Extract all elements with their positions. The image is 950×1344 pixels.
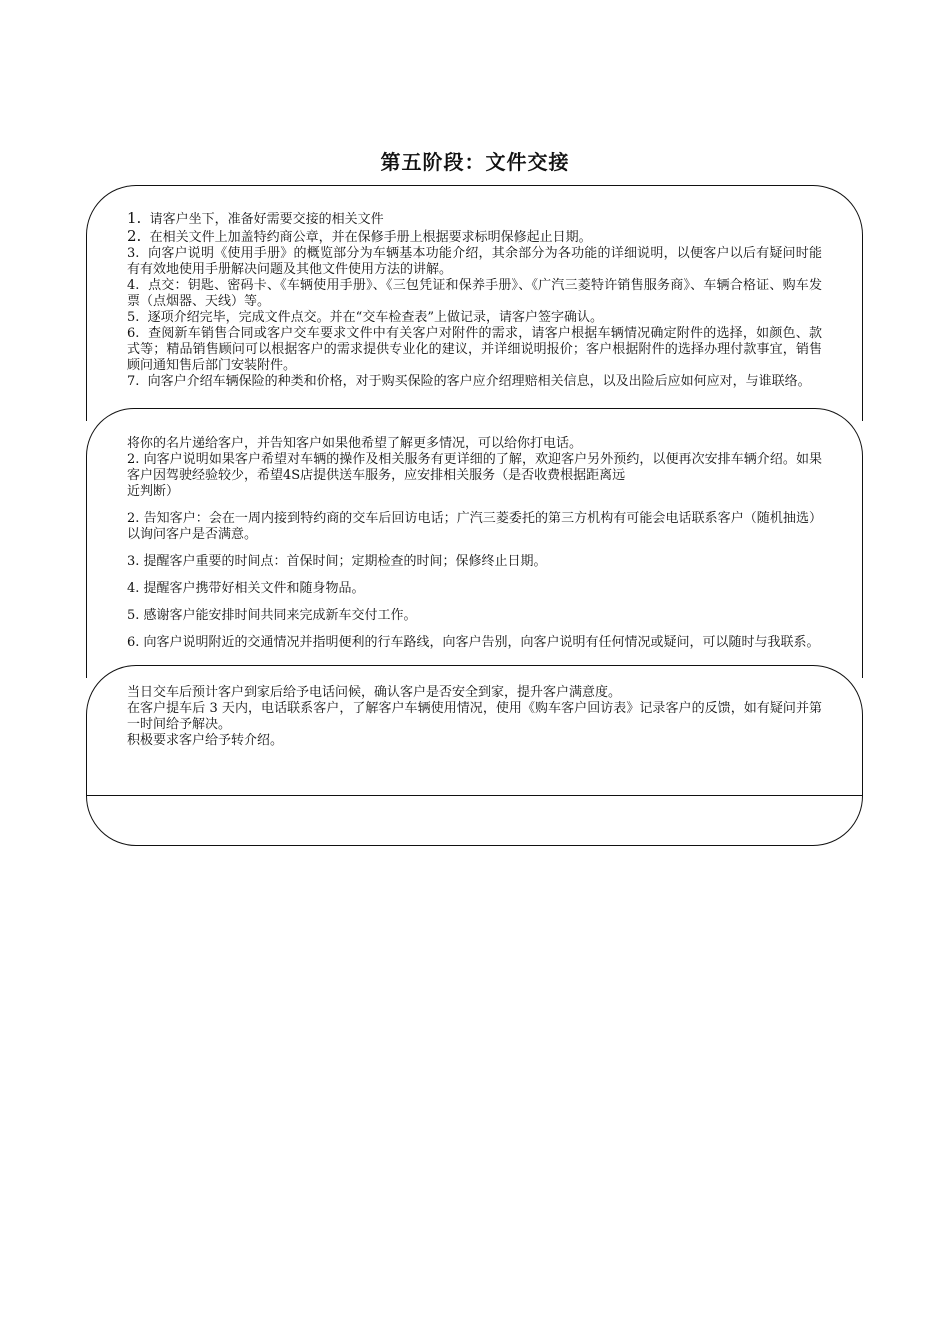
list-item: 2. 告知客户：会在一周内接到特约商的交车后回访电话；广汽三菱委托的第三方机构有可能会电话联系客户（随机抽选）以询问客户是否满意。 [127,511,822,542]
list-item [127,374,822,390]
steps-list [127,210,822,390]
follow-up-list [127,685,822,749]
item-text: 向客户介绍车辆保险的种类和价格，对于购买保险的客户应介绍理赔相关信息，以及出险后应如何应对，与谁联络。 [147,374,811,389]
farewell-list [127,436,822,651]
item-text: 查阅新车销售合同或客户交车要求文件中有关客户对附件的需求，请客户根据车辆情况确定附件的选择，如颜色、款式等；精品销售顾问可以根据客户的需求提供专业化的建议，并详细说明报价；客户根据附件的选择办理付款事宜，销售顾问通知售后部门安装附件。 [127,326,822,373]
list-item: 5. 感谢客户能安排时间共同来完成新车交付工作。 [127,608,417,623]
list-item [127,210,822,228]
list-item: 2. 向客户说明如果客户希望对车辆的操作及相关服务有更详细的了解，欢迎客户另外预约，以便再次安排车辆介绍。如果客户因驾驶经验较少，希望4S店提供送车服务，应安排相关服务（是否收费根据距离远 [127,452,822,483]
item-number: 1. [127,209,142,227]
item-number: 6. [127,326,140,341]
intro-text: 将你的名片递给客户，并告知客户如果他希望了解更多情况，可以给你打电话。 [127,436,583,451]
follow-up-line: 积极要求客户给予转介绍。 [127,733,284,748]
follow-up-line: 在客户提车后 3 天内，电话联系客户，了解客户车辆使用情况，使用《购车客户回访表》记录客户的反馈，如有疑问并第一时间给予解决。 [127,701,822,732]
list-item [127,278,822,310]
list-item [127,246,822,278]
panel-divider [86,795,863,796]
item-number: 7. [127,374,140,389]
document-handover-steps-panel [86,185,863,421]
item-number: 2. [127,227,142,245]
follow-up-panel [86,665,863,846]
list-item: 4. 提醒客户携带好相关文件和随身物品。 [127,581,365,596]
item-number: 5. [127,310,140,325]
item-text: 请客户坐下，准备好需要交接的相关文件 [149,212,384,227]
list-item-continuation: 近判断） [127,484,180,499]
item-text: 在相关文件上加盖特约商公章，并在保修手册上根据要求标明保修起止日期。 [149,230,592,245]
list-item [127,310,822,326]
page-title: 第五阶段：文件交接 [380,150,570,174]
item-number: 4. [127,278,140,293]
item-text: 向客户说明《使用手册》的概览部分为车辆基本功能介绍，其余部分为各功能的详细说明，以便客户以后有疑问时能有有效地使用手册解决问题及其他文件使用方法的讲解。 [127,246,822,277]
follow-up-line: 当日交车后预计客户到家后给予电话问候，确认客户是否安全到家，提升客户满意度。 [127,685,622,700]
farewell-panel [86,408,863,678]
list-item: 6. 向客户说明附近的交通情况并指明便利的行车路线，向客户告别，向客户说明有任何情况或疑问，可以随时与我联系。 [127,635,820,650]
list-item [127,228,822,246]
item-number: 3. [127,246,140,261]
list-item [127,326,822,374]
list-item: 3. 提醒客户重要的时间点：首保时间；定期检查的时间；保修终止日期。 [127,554,547,569]
item-text: 点交：钥匙、密码卡、《车辆使用手册》、《三包凭证和保养手册》、《广汽三菱特许销售服务商》、车辆合格证、购车发票（点烟器、天线）等。 [127,278,822,309]
item-text: 逐项介绍完毕，完成文件点交。并在“交车检查表”上做记录，请客户签字确认。 [147,310,603,325]
